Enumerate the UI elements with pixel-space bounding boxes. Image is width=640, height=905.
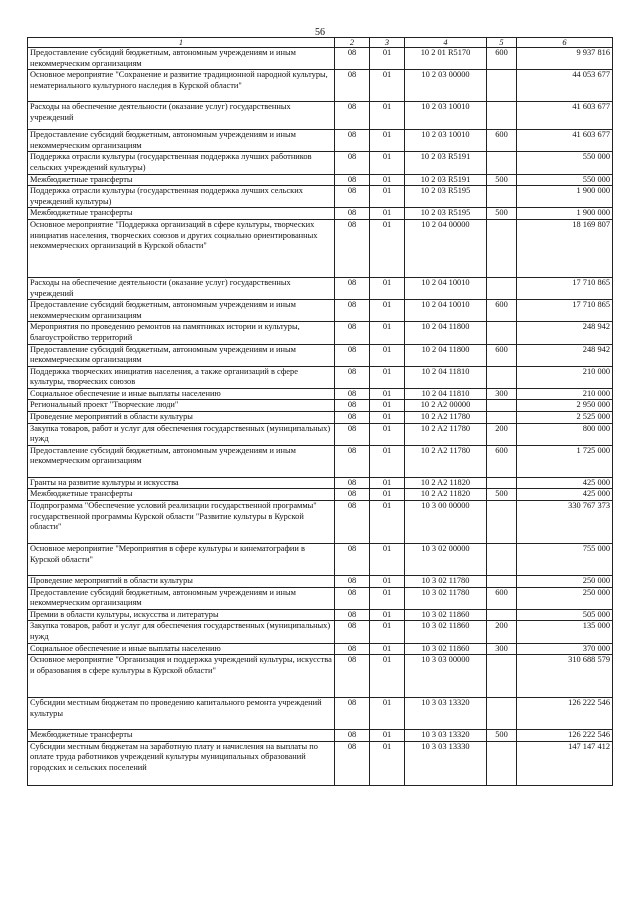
- row-section: 08: [335, 544, 370, 576]
- table-row: [28, 609, 613, 621]
- row-subsection: 01: [370, 489, 405, 501]
- row-amount: 425 000: [517, 477, 613, 489]
- row-section: 08: [335, 501, 370, 544]
- row-section: 08: [335, 366, 370, 388]
- row-amount: 2 950 000: [517, 400, 613, 412]
- row-expense-type: [487, 277, 517, 299]
- row-name: Субсидии местным бюджетам по проведению капитального ремонта учреждений культуры: [28, 698, 335, 730]
- row-subsection: 01: [370, 70, 405, 102]
- row-name: Закупка товаров, работ и услуг для обеспечения государственных (муниципальных) нужд: [28, 423, 335, 445]
- table-row: [28, 643, 613, 655]
- row-section: 08: [335, 730, 370, 742]
- row-section: 08: [335, 152, 370, 174]
- table-row: [28, 423, 613, 445]
- header-col-1: 1: [28, 38, 335, 48]
- header-col-4: 4: [405, 38, 487, 48]
- page-number: 56: [315, 27, 325, 38]
- row-amount: 17 710 865: [517, 300, 613, 322]
- row-amount: 126 222 546: [517, 730, 613, 742]
- row-amount: 800 000: [517, 423, 613, 445]
- row-expense-type: 600: [487, 445, 517, 477]
- row-amount: 370 000: [517, 643, 613, 655]
- row-expense-type: 300: [487, 643, 517, 655]
- row-target-article: 10 2 A2 11780: [405, 412, 487, 424]
- row-amount: 1 725 000: [517, 445, 613, 477]
- row-expense-type: [487, 70, 517, 102]
- row-section: 08: [335, 587, 370, 609]
- table-row: [28, 501, 613, 544]
- row-section: 08: [335, 643, 370, 655]
- row-expense-type: [487, 544, 517, 576]
- row-target-article: 10 2 A2 11780: [405, 423, 487, 445]
- table-row: [28, 48, 613, 70]
- row-subsection: 01: [370, 477, 405, 489]
- row-expense-type: 600: [487, 130, 517, 152]
- row-subsection: 01: [370, 655, 405, 698]
- row-subsection: 01: [370, 300, 405, 322]
- row-name: Межбюджетные трансферты: [28, 730, 335, 742]
- row-subsection: 01: [370, 501, 405, 544]
- row-section: 08: [335, 576, 370, 588]
- row-target-article: 10 2 A2 11820: [405, 477, 487, 489]
- row-section: 08: [335, 655, 370, 698]
- row-name: Предоставление субсидий бюджетным, автономным учреждениям и иным некоммерческим организациям: [28, 300, 335, 322]
- row-expense-type: 500: [487, 174, 517, 186]
- row-amount: 505 000: [517, 609, 613, 621]
- row-subsection: 01: [370, 609, 405, 621]
- row-subsection: 01: [370, 643, 405, 655]
- row-subsection: 01: [370, 366, 405, 388]
- table-row: [28, 477, 613, 489]
- row-section: 08: [335, 609, 370, 621]
- row-amount: 126 222 546: [517, 698, 613, 730]
- row-target-article: 10 2 03 R5195: [405, 186, 487, 208]
- row-name: Предоставление субсидий бюджетным, автономным учреждениям и иным некоммерческим организациям: [28, 130, 335, 152]
- table-row: [28, 400, 613, 412]
- row-amount: 44 053 677: [517, 70, 613, 102]
- row-expense-type: [487, 322, 517, 344]
- row-section: 08: [335, 344, 370, 366]
- row-name: Поддержка творческих инициатив населения, а также организаций в сфере культуры, творческих союзов: [28, 366, 335, 388]
- row-section: 08: [335, 48, 370, 70]
- table-row: [28, 544, 613, 576]
- row-expense-type: 600: [487, 300, 517, 322]
- row-subsection: 01: [370, 741, 405, 785]
- row-expense-type: [487, 501, 517, 544]
- row-subsection: 01: [370, 423, 405, 445]
- row-subsection: 01: [370, 152, 405, 174]
- row-subsection: 01: [370, 621, 405, 643]
- row-name: Подпрограмма "Обеспечение условий реализации государственной программы" государственной программы Курской области "Развитие культуры в Курской области": [28, 501, 335, 544]
- row-name: Расходы на обеспечение деятельности (оказание услуг) государственных учреждений: [28, 102, 335, 130]
- row-subsection: 01: [370, 219, 405, 277]
- row-name: Субсидии местным бюджетам на заработную плату и начисления на выплаты по оплате труда работников учреждений культуры муниципальных образований городских и сельских поселений: [28, 741, 335, 785]
- row-expense-type: [487, 412, 517, 424]
- row-target-article: 10 2 A2 11820: [405, 489, 487, 501]
- table-row: [28, 576, 613, 588]
- row-target-article: 10 2 03 R5191: [405, 152, 487, 174]
- table-row: [28, 489, 613, 501]
- row-target-article: 10 3 03 13320: [405, 730, 487, 742]
- row-expense-type: [487, 400, 517, 412]
- table-row: [28, 698, 613, 730]
- row-subsection: 01: [370, 544, 405, 576]
- table-row: [28, 322, 613, 344]
- row-amount: 1 900 000: [517, 186, 613, 208]
- table-row: [28, 186, 613, 208]
- row-target-article: 10 2 01 R5170: [405, 48, 487, 70]
- table-row: [28, 277, 613, 299]
- row-name: Межбюджетные трансферты: [28, 174, 335, 186]
- table-header-row: [28, 38, 613, 48]
- row-name: Премии в области культуры, искусства и литературы: [28, 609, 335, 621]
- row-target-article: 10 2 03 00000: [405, 70, 487, 102]
- row-subsection: 01: [370, 412, 405, 424]
- row-expense-type: 300: [487, 388, 517, 400]
- row-amount: 550 000: [517, 174, 613, 186]
- row-subsection: 01: [370, 130, 405, 152]
- row-target-article: 10 3 02 11860: [405, 609, 487, 621]
- row-section: 08: [335, 130, 370, 152]
- row-subsection: 01: [370, 730, 405, 742]
- row-target-article: 10 2 A2 11780: [405, 445, 487, 477]
- row-target-article: 10 3 02 11860: [405, 643, 487, 655]
- row-section: 08: [335, 277, 370, 299]
- row-target-article: 10 3 02 11780: [405, 576, 487, 588]
- row-amount: 248 942: [517, 322, 613, 344]
- row-section: 08: [335, 477, 370, 489]
- row-amount: 755 000: [517, 544, 613, 576]
- row-amount: 248 942: [517, 344, 613, 366]
- row-amount: 550 000: [517, 152, 613, 174]
- row-target-article: 10 2 03 10010: [405, 102, 487, 130]
- row-name: Мероприятия по проведению ремонтов на памятниках истории и культуры, благоустройство территорий: [28, 322, 335, 344]
- row-expense-type: [487, 219, 517, 277]
- row-section: 08: [335, 70, 370, 102]
- row-subsection: 01: [370, 698, 405, 730]
- row-expense-type: 500: [487, 489, 517, 501]
- row-amount: 9 937 816: [517, 48, 613, 70]
- row-section: 08: [335, 489, 370, 501]
- row-subsection: 01: [370, 186, 405, 208]
- table-row: [28, 152, 613, 174]
- row-name: Основное мероприятие "Сохранение и развитие традиционной народной культуры, нематериального культурного наследия в Курской области": [28, 70, 335, 102]
- row-target-article: 10 2 03 R5191: [405, 174, 487, 186]
- row-target-article: 10 2 04 11800: [405, 344, 487, 366]
- row-amount: 147 147 412: [517, 741, 613, 785]
- header-col-5: 5: [487, 38, 517, 48]
- row-name: Основное мероприятие "Поддержка организаций в сфере культуры, творческих инициатив населения, творческих союзов и других социально ориентированных некоммерческих организаций в Курской области": [28, 219, 335, 277]
- row-expense-type: 200: [487, 423, 517, 445]
- row-amount: 250 000: [517, 576, 613, 588]
- row-amount: 250 000: [517, 587, 613, 609]
- row-section: 08: [335, 412, 370, 424]
- row-section: 08: [335, 208, 370, 220]
- header-col-6: 6: [517, 38, 613, 48]
- row-amount: 2 525 000: [517, 412, 613, 424]
- row-subsection: 01: [370, 445, 405, 477]
- row-subsection: 01: [370, 344, 405, 366]
- row-target-article: 10 3 02 11860: [405, 621, 487, 643]
- row-expense-type: 600: [487, 48, 517, 70]
- row-name: Предоставление субсидий бюджетным, автономным учреждениям и иным некоммерческим организациям: [28, 445, 335, 477]
- row-amount: 310 688 579: [517, 655, 613, 698]
- row-name: Межбюджетные трансферты: [28, 208, 335, 220]
- table-row: [28, 130, 613, 152]
- row-amount: 425 000: [517, 489, 613, 501]
- row-expense-type: [487, 698, 517, 730]
- row-target-article: 10 2 04 10010: [405, 300, 487, 322]
- row-name: Основное мероприятие "Мероприятия в сфере культуры и кинематографии в Курской области": [28, 544, 335, 576]
- budget-table: [27, 37, 613, 786]
- row-expense-type: 600: [487, 344, 517, 366]
- row-amount: 41 603 677: [517, 130, 613, 152]
- row-section: 08: [335, 174, 370, 186]
- row-target-article: 10 2 A2 00000: [405, 400, 487, 412]
- row-name: Предоставление субсидий бюджетным, автономным учреждениям и иным некоммерческим организациям: [28, 344, 335, 366]
- row-name: Поддержка отрасли культуры (государственная поддержка лучших сельских учреждений культуры): [28, 186, 335, 208]
- row-name: Основное мероприятие "Организация и поддержка учреждений культуры, искусства и образования в сфере культуры в Курской области": [28, 655, 335, 698]
- row-section: 08: [335, 186, 370, 208]
- header-col-3: 3: [370, 38, 405, 48]
- row-subsection: 01: [370, 587, 405, 609]
- row-target-article: 10 3 02 11780: [405, 587, 487, 609]
- row-target-article: 10 3 00 00000: [405, 501, 487, 544]
- row-subsection: 01: [370, 576, 405, 588]
- table-row: [28, 730, 613, 742]
- row-subsection: 01: [370, 174, 405, 186]
- row-expense-type: [487, 655, 517, 698]
- table-row: [28, 366, 613, 388]
- row-subsection: 01: [370, 277, 405, 299]
- row-target-article: 10 2 04 10010: [405, 277, 487, 299]
- row-target-article: 10 2 04 11810: [405, 366, 487, 388]
- table-row: [28, 445, 613, 477]
- table-row: [28, 174, 613, 186]
- row-section: 08: [335, 300, 370, 322]
- row-amount: 135 000: [517, 621, 613, 643]
- row-expense-type: 500: [487, 730, 517, 742]
- row-section: 08: [335, 698, 370, 730]
- row-amount: 17 710 865: [517, 277, 613, 299]
- row-expense-type: [487, 152, 517, 174]
- row-section: 08: [335, 621, 370, 643]
- row-expense-type: 200: [487, 621, 517, 643]
- row-name: Социальное обеспечение и иные выплаты населению: [28, 643, 335, 655]
- table-row: [28, 412, 613, 424]
- row-target-article: 10 2 04 11800: [405, 322, 487, 344]
- row-amount: 210 000: [517, 366, 613, 388]
- row-name: Гранты на развитие культуры и искусства: [28, 477, 335, 489]
- header-col-2: 2: [335, 38, 370, 48]
- row-section: 08: [335, 741, 370, 785]
- row-subsection: 01: [370, 102, 405, 130]
- row-expense-type: 600: [487, 587, 517, 609]
- row-name: Поддержка отрасли культуры (государственная поддержка лучших работников сельских учреждений культуры): [28, 152, 335, 174]
- row-name: Межбюджетные трансферты: [28, 489, 335, 501]
- row-name: Расходы на обеспечение деятельности (оказание услуг) государственных учреждений: [28, 277, 335, 299]
- row-expense-type: [487, 102, 517, 130]
- row-name: Закупка товаров, работ и услуг для обеспечения государственных (муниципальных) нужд: [28, 621, 335, 643]
- row-expense-type: [487, 741, 517, 785]
- row-target-article: 10 3 03 00000: [405, 655, 487, 698]
- row-expense-type: [487, 609, 517, 621]
- row-subsection: 01: [370, 400, 405, 412]
- table-row: [28, 655, 613, 698]
- table-row: [28, 70, 613, 102]
- table-row: [28, 741, 613, 785]
- row-expense-type: [487, 186, 517, 208]
- table-row: [28, 344, 613, 366]
- row-subsection: 01: [370, 388, 405, 400]
- row-target-article: 10 3 02 00000: [405, 544, 487, 576]
- row-section: 08: [335, 423, 370, 445]
- row-target-article: 10 3 03 13320: [405, 698, 487, 730]
- row-name: Предоставление субсидий бюджетным, автономным учреждениям и иным некоммерческим организациям: [28, 587, 335, 609]
- row-target-article: 10 2 04 11810: [405, 388, 487, 400]
- row-name: Социальное обеспечение и иные выплаты населению: [28, 388, 335, 400]
- row-amount: 18 169 807: [517, 219, 613, 277]
- row-expense-type: [487, 576, 517, 588]
- table-row: [28, 219, 613, 277]
- row-target-article: 10 3 03 13330: [405, 741, 487, 785]
- row-section: 08: [335, 388, 370, 400]
- table-row: [28, 300, 613, 322]
- table-row: [28, 621, 613, 643]
- row-target-article: 10 2 04 00000: [405, 219, 487, 277]
- row-section: 08: [335, 400, 370, 412]
- row-subsection: 01: [370, 48, 405, 70]
- row-name: Региональный проект "Творческие люди": [28, 400, 335, 412]
- row-section: 08: [335, 322, 370, 344]
- table-row: [28, 102, 613, 130]
- row-amount: 1 900 000: [517, 208, 613, 220]
- row-subsection: 01: [370, 322, 405, 344]
- row-section: 08: [335, 102, 370, 130]
- row-section: 08: [335, 219, 370, 277]
- table-row: [28, 208, 613, 220]
- row-amount: 330 767 373: [517, 501, 613, 544]
- row-subsection: 01: [370, 208, 405, 220]
- row-expense-type: [487, 477, 517, 489]
- row-name: Проведение мероприятий в области культуры: [28, 576, 335, 588]
- row-expense-type: [487, 366, 517, 388]
- row-section: 08: [335, 445, 370, 477]
- row-amount: 210 000: [517, 388, 613, 400]
- row-name: Проведение мероприятий в области культуры: [28, 412, 335, 424]
- row-name: Предоставление субсидий бюджетным, автономным учреждениям и иным некоммерческим организациям: [28, 48, 335, 70]
- row-target-article: 10 2 03 R5195: [405, 208, 487, 220]
- table-row: [28, 587, 613, 609]
- row-target-article: 10 2 03 10010: [405, 130, 487, 152]
- row-amount: 41 603 677: [517, 102, 613, 130]
- row-expense-type: 500: [487, 208, 517, 220]
- table-row: [28, 388, 613, 400]
